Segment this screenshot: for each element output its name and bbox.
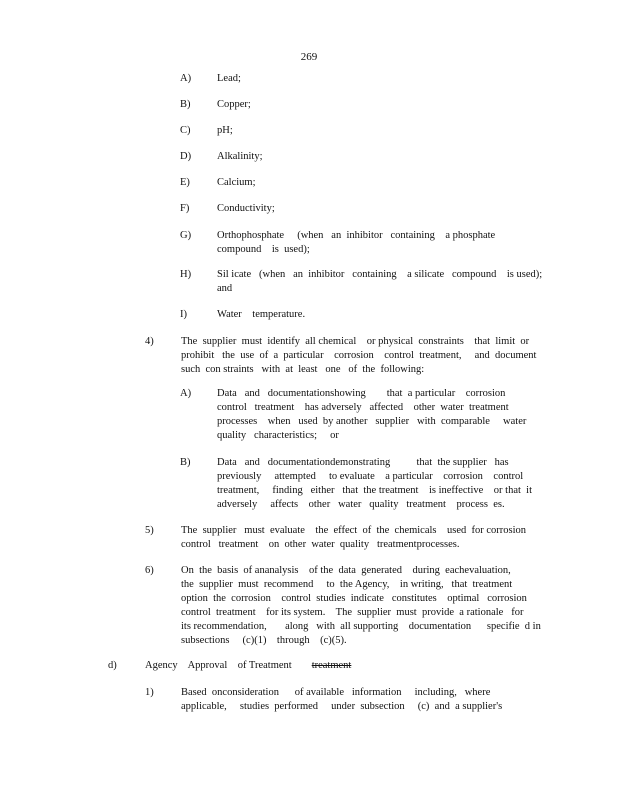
paragraph-line: quality characteristics; or: [217, 430, 339, 441]
section-label: d): [108, 660, 117, 671]
paragraph-line: control treatment on other water quality treatmentprocesses.: [181, 539, 460, 550]
list-item: Calcium;: [217, 177, 256, 188]
paragraph-line: its recommendation, along with all supporting documentation specifie d in: [181, 621, 541, 632]
paragraph-line: applicable, studies performed under subsection (c) and a supplier's: [181, 701, 503, 712]
paragraph-line: previously attempted to evaluate a particular corrosion control: [217, 471, 524, 482]
paragraph-line: adversely affects other water quality treatment process es.: [217, 499, 505, 510]
list-item-line: and: [217, 283, 233, 294]
paragraph-line: On the basis of ananalysis of the data generated during eachevaluation,: [181, 565, 511, 576]
paragraph-line: the supplier must recommend to the Agency, in writing, that treatment: [181, 579, 513, 590]
list-item-line: Orthophosphate (when an inhibitor containing a phosphate: [217, 230, 496, 241]
paragraph-line: Data and documentationdemonstrating that the supplier has: [217, 457, 509, 468]
item-label: 6): [145, 565, 154, 576]
paragraph-line: option the corrosion control studies indicate constitutes optimal corrosion: [181, 593, 527, 604]
paragraph-line: processes when used by another supplier with comparable water: [217, 416, 527, 427]
list-label: H): [180, 269, 192, 280]
section-heading: [145, 659, 351, 673]
page-number: 269: [300, 51, 318, 63]
list-item: Lead;: [217, 73, 241, 84]
paragraph-line: control treatment for its system. The supplier must provide a rationale for: [181, 607, 524, 618]
list-label: A): [180, 73, 192, 84]
list-item: Water temperature.: [217, 309, 306, 320]
paragraph-line: such con straints with at least one of the following:: [181, 364, 425, 375]
list-item: Conductivity;: [217, 203, 275, 214]
list-label: F): [180, 203, 190, 214]
paragraph-line: prohibit the use of a particular corrosion control treatment, and document: [181, 350, 537, 361]
paragraph-line: The supplier must evaluate the effect of the chemicals used for corrosion: [181, 525, 527, 536]
section-heading-text: Agency Approval of Treatment: [145, 660, 292, 671]
list-item: Alkalinity;: [217, 151, 263, 162]
list-label: B): [180, 457, 191, 468]
list-item-line: compound is used);: [217, 244, 310, 255]
list-label: B): [180, 99, 191, 110]
list-label: A): [180, 388, 192, 399]
list-label: C): [180, 125, 191, 136]
paragraph-line: subsections (c)(1) through (c)(5).: [181, 635, 347, 646]
list-label: G): [180, 230, 192, 241]
list-label: D): [180, 151, 192, 162]
list-item: pH;: [217, 125, 233, 136]
paragraph-line: Based onconsideration of available information including, where: [181, 687, 491, 698]
paragraph-line: treatment, finding either that the treatment is ineffective or that it: [217, 485, 532, 496]
paragraph-line: control treatment has adversely affected other water treatment: [217, 402, 509, 413]
item-label: 5): [145, 525, 154, 536]
list-item-line: Sil icate (when an inhibitor containing a silicate compound is used);: [217, 269, 543, 280]
paragraph-line: Data and documentationshowing that a particular corrosion: [217, 388, 506, 399]
list-item: Copper;: [217, 99, 251, 110]
list-label: E): [180, 177, 190, 188]
item-label: 4): [145, 336, 154, 347]
list-label: I): [180, 309, 187, 320]
struck-text: treatment: [311, 660, 352, 671]
paragraph-line: The supplier must identify all chemical or physical constraints that limit or: [181, 336, 530, 347]
item-label: 1): [145, 687, 154, 698]
